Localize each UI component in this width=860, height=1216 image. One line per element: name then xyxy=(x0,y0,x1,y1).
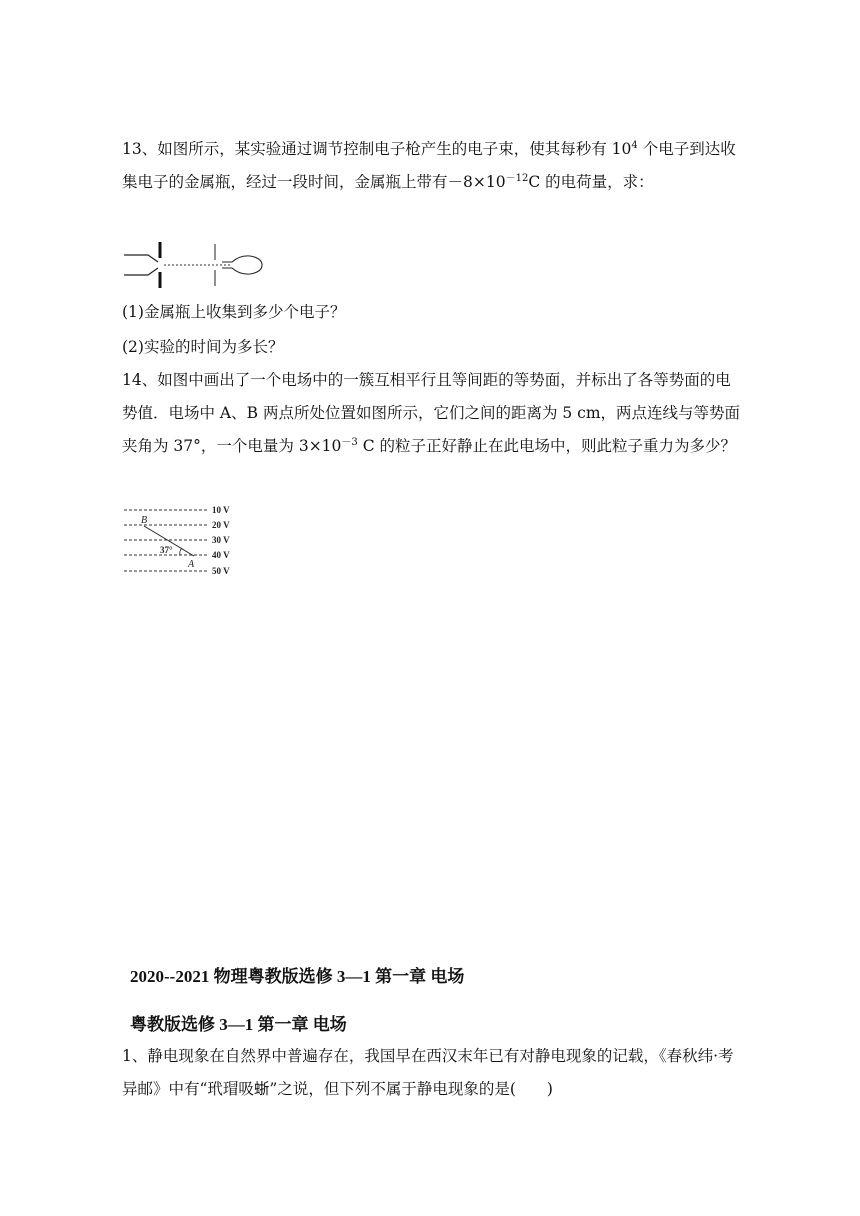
level-label-30: 30 V xyxy=(212,535,230,545)
q14-text-part1: 14、如图中画出了一个电场中的一簇互相平行且等间距的等势面，并标出了各等势面的电势值．电场中 A、B 两点所处位置如图所示，它们之间的距离为 5 cm，两点连线与等势面夹角为 37°，一个电量为 3×10 xyxy=(122,371,741,455)
section-subtitle: 粤教版选修 3—1 第一章 电场 xyxy=(130,1015,347,1034)
question-14 xyxy=(122,364,742,463)
q13-subquestion-1: (1)金属瓶上收集到多少个电子？ xyxy=(122,303,346,321)
question-13 xyxy=(122,133,742,199)
level-label-40: 40 V xyxy=(212,550,230,560)
section-title: 2020--2021 物理粤教版选修 3—1 第一章 电场 xyxy=(130,967,465,986)
q13-text-part2: 个电子到达收集电子的金属瓶，经过一段时间，金属瓶上带有－8×10 xyxy=(122,140,736,191)
q13-exponent-1: 4 xyxy=(631,140,638,151)
level-label-50: 50 V xyxy=(212,566,230,576)
question-1: 1、静电现象在自然界中普遍存在，我国早在西汉末年已有对静电现象的记载，《春秋纬·考异邮》中有“玳瑁吸𧋍”之说，但下列不属于静电现象的是( ) xyxy=(122,1047,734,1098)
angle-label: 37° xyxy=(160,545,173,555)
q13-subquestion-2: (2)实验的时间为多长？ xyxy=(122,338,284,356)
q13-exponent-2: －12 xyxy=(505,173,529,184)
point-a-label: A xyxy=(188,559,195,570)
q14-exponent-1: －3 xyxy=(341,437,358,448)
level-label-10: 10 V xyxy=(212,505,230,515)
q13-text-part1: 13、如图所示，某实验通过调节控制电子枪产生的电子束，使其每秒有 10 xyxy=(122,140,632,158)
electron-gun-diagram xyxy=(122,240,272,290)
q13-text-part3: C 的电荷量，求： xyxy=(528,173,654,191)
level-label-20: 20 V xyxy=(212,520,230,530)
point-b-label: B xyxy=(141,515,148,526)
equipotential-diagram xyxy=(122,502,252,578)
q14-text-part2: C 的粒子正好静止在此电场中，则此粒子重力为多少？ xyxy=(357,437,736,455)
